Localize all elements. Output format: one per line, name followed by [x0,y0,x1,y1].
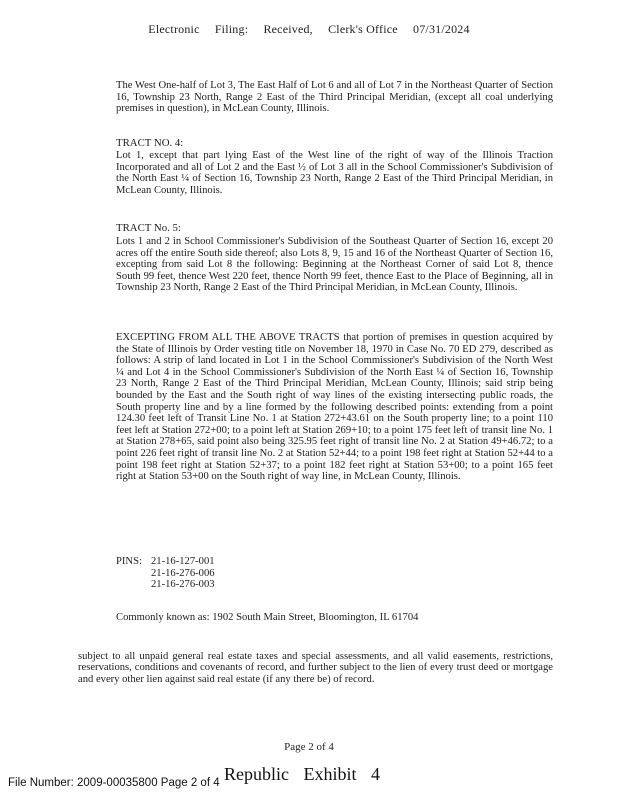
legal-description-paragraph [116,80,553,115]
pin-number: 21-16-276-003 [151,579,215,591]
header-received: Received, [263,22,313,36]
pin-number: 21-16-127-001 [151,556,215,567]
commonly-known-as: Commonly known as: 1902 South Main Street, Bloomington, IL 61704 [116,612,419,623]
body-text: subject to all unpaid general real estate taxes and special assessments, and all valid easements, restrictions, reservations, conditions and covenants of record, and further subject to the lien of every trust deed or mortgage and every other lien against said real estate (if any there be) of record. [78,650,553,685]
body-text: The West One-half of Lot 3, The East Half of Lot 6 and all of Lot 7 in the Northeast Quarter of Section 16, Township 23 North, Range 2 East of the Third Principal Meridian, (except all coal underlying premises in question), in McLean County, Illinois. [116,80,553,115]
page-number: Page 2 of 4 [284,741,334,753]
subject-to-clause [78,640,553,696]
body-text: Lot 1, except that part lying East of the West line of the right of way of the Illinois Traction Incorporated and all of Lot 2 and the East ½ of Lot 3 all in the School Commissioner's Subdivision of the North East ¼ of Section 16, Township 23 North, Range 2 East of the Third Principal Meridian, in McLean County, Illinois. [116,150,553,196]
header-date: 07/31/2024 [413,22,470,36]
exhibit-stamp: Republic Exhibit 4 [224,764,380,784]
header-electronic: Electronic [148,22,200,36]
body-text: Lots 1 and 2 in School Commissioner's Subdivision of the Southeast Quarter of Section 16, except 20 acres off the entire South side thereof; also Lots 8, 9, 15 and 16 of the Northeast Quarter of Section 16, excepting from said Lot 8 the following: Beginning at the Northeast Corner of said Lot 8, thence South 99 feet, thence West 220 feet, thence North 99 feet, thence East to the Place of Beginning, all in Township 23 North, Range 2 East of the Third Principal Meridian, in McLean County, Illinois. [116,236,553,294]
excepting-clause [116,332,553,483]
pins-label: PINS: [116,556,142,567]
filing-header [0,22,618,37]
file-number: File Number: 2009-00035800 Page 2 of 4 [8,777,220,789]
tract-4-description [116,150,553,196]
tract-4-heading: TRACT NO. 4: [116,137,184,149]
pin-number: 21-16-276-006 [151,567,215,579]
tract-5-description [116,236,553,294]
header-filing: Filing: [214,22,249,36]
tract-5-heading: TRACT No. 5: [116,222,181,234]
body-text: EXCEPTING FROM ALL THE ABOVE TRACTS that portion of premises in question acquired by the State of Illinois by Order vesting title on November 18, 1970 in Case No. 70 ED 279, described as follows: A strip of land located in Lot 1 in the School Commissioner's Subdivision of the North West ¼ and Lot 4 in the School Commissioner's Subdivision of the North East ¼ of Section 16, Township 23 North, Range 2 East of the Third Principal Meridian, McLean County, Illinois; said strip being bounded by the East and the South right of way lines of the existing intersecting public roads, the South property line and by a line formed by the following described points: extending from a point 124.30 feet left of Transit Line No. 1 at Station 272+43.61 on the South property line; to a point 110 feet left at Station 272+00; to a point left at Station 269+10; to a point 175 feet left of transit line No. 1 at Station 278+65, said point also being 325.95 feet right of transit line No. 2 at Station 49+46.72; to a point 226 feet right of transit line No. 2 at Station 52+44; to a point 198 feet right at Station 52+44 to a point 198 feet right at Station 52+37; to a point 182 feet right at Station 53+00; to a point 165 feet right at Station 53+00 on the South right of way line, in McLean County, Illinois. [116,332,553,483]
pins-list [116,556,215,591]
header-clerks-office: Clerk's Office [328,22,398,36]
